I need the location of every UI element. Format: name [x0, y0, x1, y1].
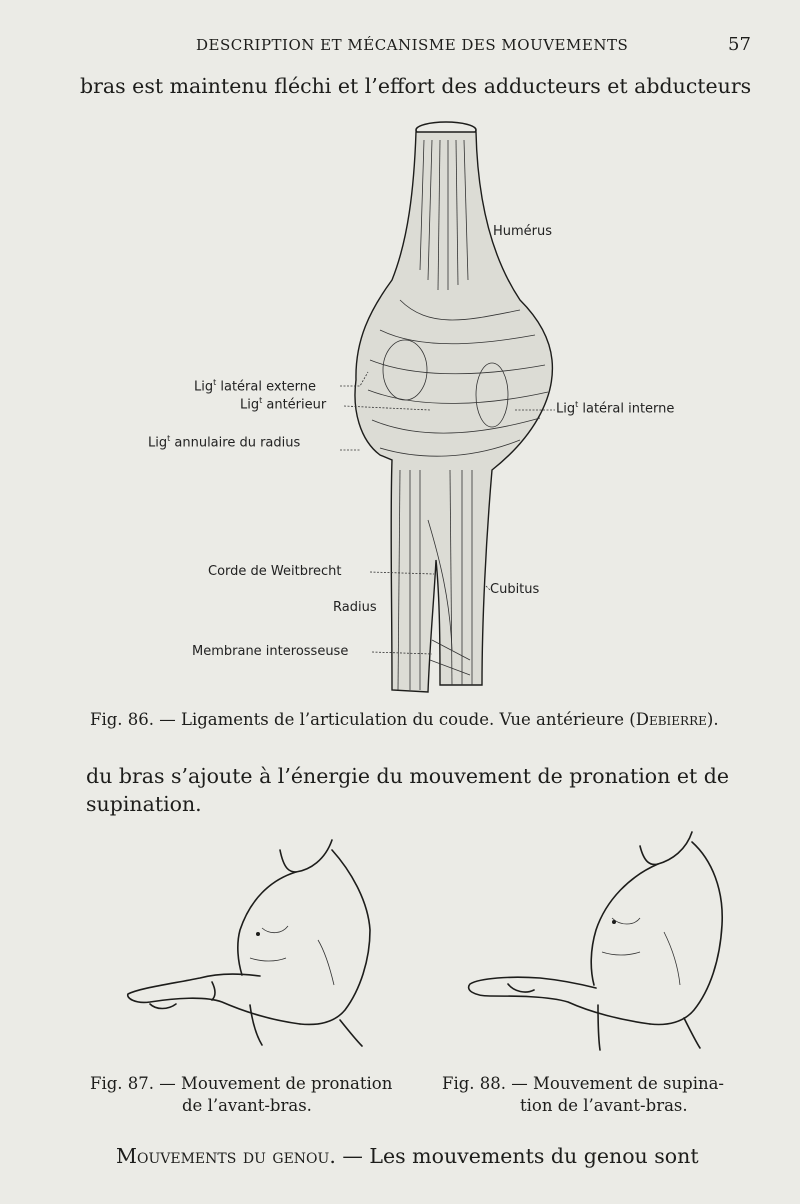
- paragraph-line-1: bras est maintenu fléchi et l’effort des adducteurs et abducteurs: [80, 74, 752, 98]
- label-lig-lateral-interne: Lig$^t$ latéral interne: [556, 400, 675, 417]
- label-cubitus: Cubitus: [490, 582, 540, 597]
- label-corde-weitbrecht: Corde de Weitbrecht: [208, 564, 342, 579]
- label-radius: Radius: [333, 600, 377, 615]
- label-lig-anterieur: Lig$^t$ antérieur: [240, 396, 327, 413]
- section-heading: Mouvements du genou.: [116, 1144, 336, 1168]
- figure-88-caption-line-1: Fig. 88. — Mouvement de supina-: [442, 1074, 725, 1093]
- figure-86-caption: Fig. 86. — Ligaments de l’articulation du coude. Vue antérieure (Debierre).: [90, 710, 719, 729]
- paragraph-line-3: supination.: [86, 792, 202, 816]
- paragraph-line-4: Mouvements du genou. — Les mouvements du genou sont: [116, 1144, 699, 1168]
- label-membrane-interosseuse: Membrane interosseuse: [192, 644, 349, 659]
- figure-87-caption-line-1: Fig. 87. — Mouvement de pronation: [90, 1074, 393, 1093]
- figure-88-caption-line-2: tion de l’avant-bras.: [520, 1096, 688, 1115]
- label-lig-annulaire: Lig$^t$ annulaire du radius: [148, 434, 301, 451]
- figure-87-caption-line-2: de l’avant-bras.: [182, 1096, 312, 1115]
- label-humerus: Humérus: [493, 224, 553, 239]
- label-lig-lateral-externe: Lig$^t$ latéral externe: [194, 378, 317, 395]
- page-number: 57: [728, 34, 751, 55]
- paragraph-line-2: du bras s’ajoute à l’énergie du mouvement de pronation et de: [86, 764, 729, 788]
- running-header: DESCRIPTION ET MÉCANISME DES MOUVEMENTS: [196, 36, 629, 54]
